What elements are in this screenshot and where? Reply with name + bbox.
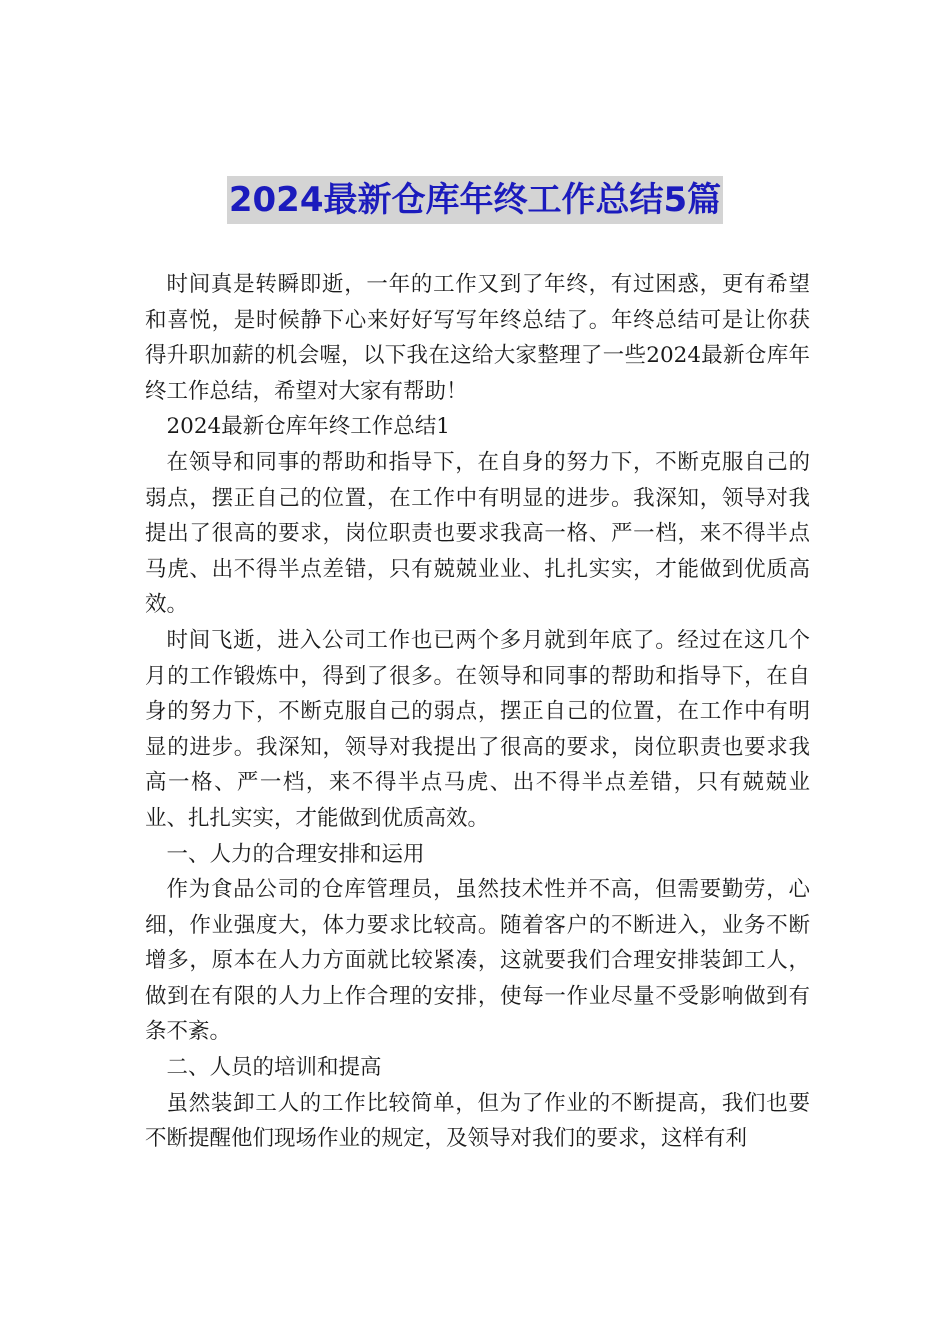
subheading-manpower: 一、人力的合理安排和运用 (166, 841, 425, 867)
paragraph-intro: 时间真是转瞬即逝，一年的工作又到了年终，有过困惑，更有希望和喜悦，是时候静下心来好好写写年终总结了。年终总结可是让你获得升职加薪的机会喔，以下我在这给大家整理了一些2024最新仓库年终工作总结，希望对大家有帮助！ (145, 272, 810, 404)
paragraph: 在领导和同事的帮助和指导下，在自身的努力下，不断克服自己的弱点，摆正自己的位置，在工作中有明显的进步。我深知，领导对我提出了很高的要求，岗位职责也要求我高一格、严一档，来不得半点马虎、出不得半点差错，只有兢兢业业、扎扎实实，才能做到优质高效。 (145, 449, 810, 618)
section-heading-summary-1: 2024最新仓库年终工作总结1 (166, 414, 450, 440)
subheading-training: 二、人员的培训和提高 (166, 1055, 382, 1081)
title-container (0, 176, 950, 224)
paragraph: 作为食品公司的仓库管理员，虽然技术性并不高，但需要勤劳，心细，作业强度大，体力要求比较高。随着客户的不断进入，业务不断增多，原本在人力方面就比较紧凑，这就要我们合理安排装卸工人，做到在有限的人力上作合理的安排，使每一作业尽量不受影响做到有条不紊。 (145, 877, 810, 1045)
paragraph: 时间飞逝，进入公司工作也已两个多月就到年底了。经过在这几个月的工作锻炼中，得到了很多。在领导和同事的帮助和指导下，在自身的努力下，不断克服自己的弱点，摆正自己的位置，在工作中有明显的进步。我深知，领导对我提出了很高的要求，岗位职责也要求我高一格、严一档，来不得半点马虎、出不得半点差错，只有兢兢业业、扎扎实实，才能做到优质高效。 (145, 627, 810, 831)
document-body (145, 267, 810, 1157)
document-title: 2024最新仓库年终工作总结5篇 (227, 176, 723, 224)
paragraph: 虽然装卸工人的工作比较简单，但为了作业的不断提高，我们也要不断提醒他们现场作业的规定，及领导对我们的要求，这样有利 (145, 1090, 810, 1152)
